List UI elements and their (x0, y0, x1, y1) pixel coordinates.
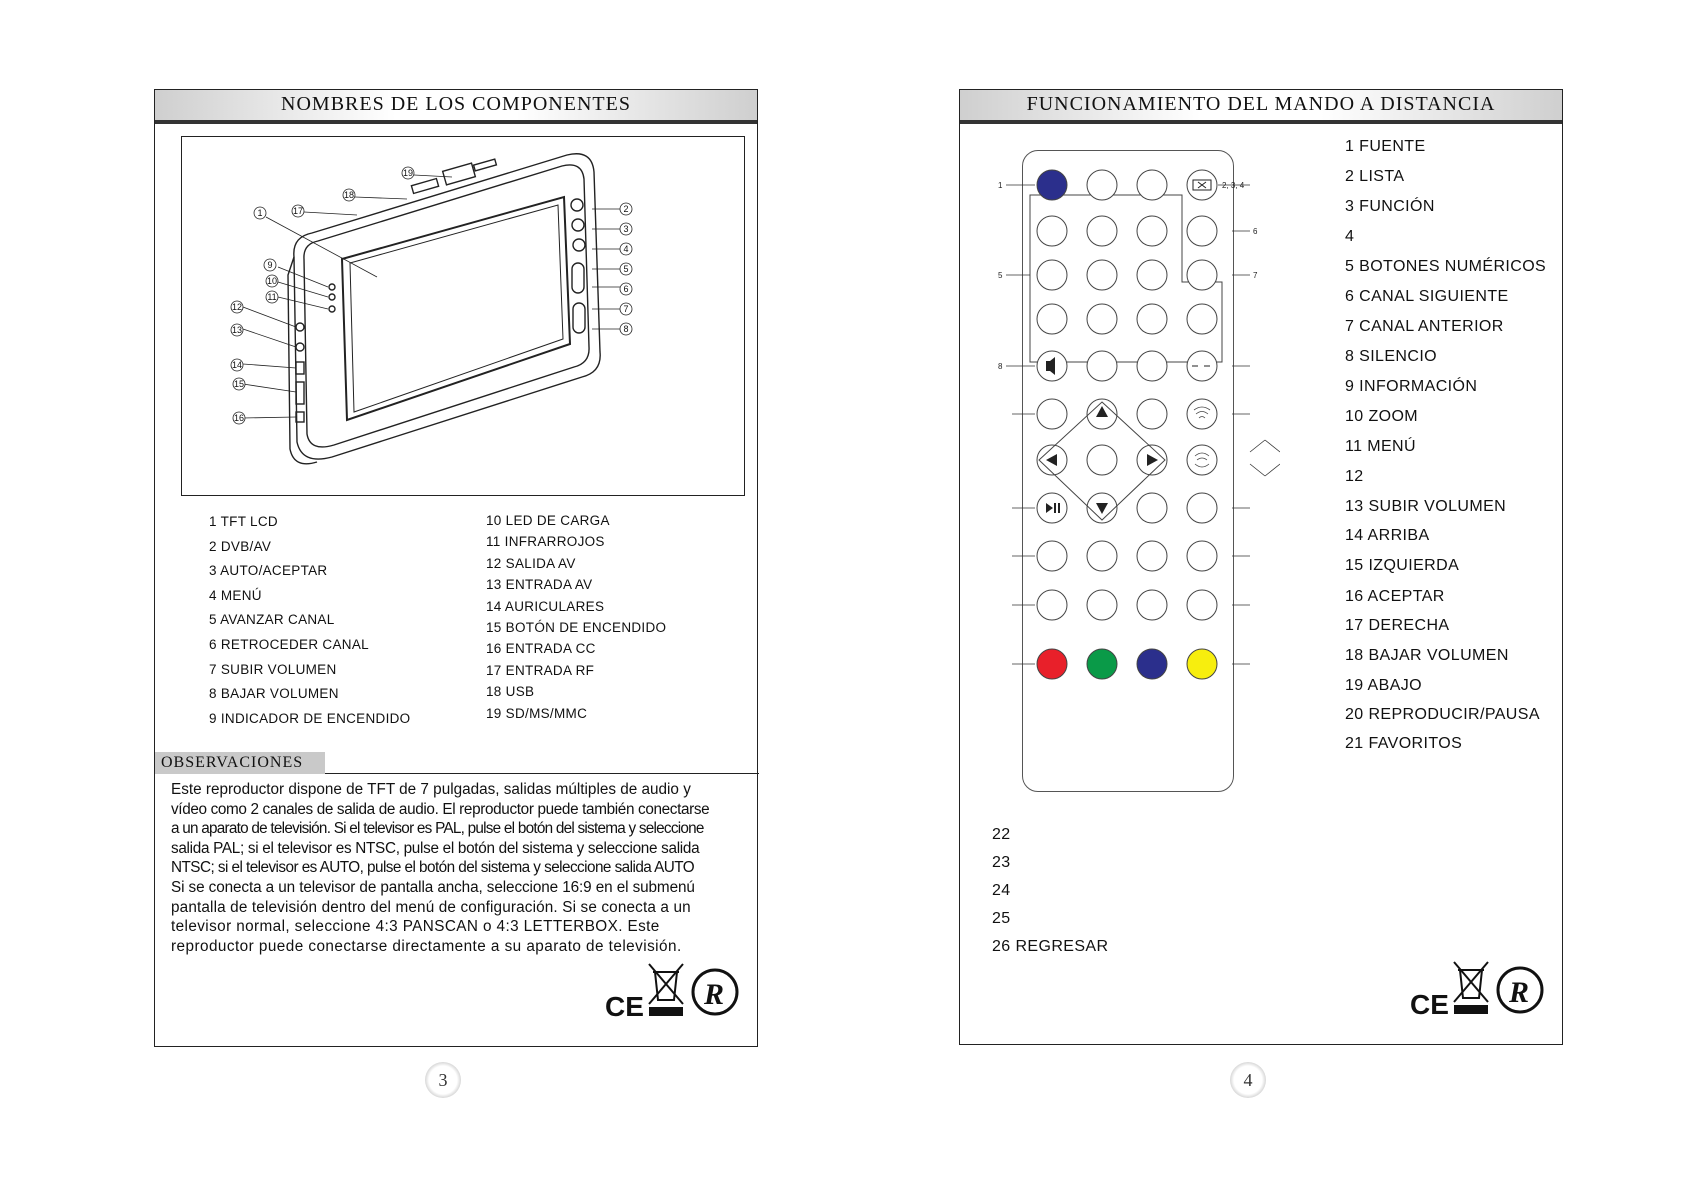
function-item: 13 SUBIR VOLUMEN (1345, 498, 1507, 515)
number-button[interactable] (1037, 260, 1067, 290)
function-item: 4 (1345, 228, 1355, 245)
page-right (959, 89, 1563, 1045)
callout-6: 6 (623, 284, 629, 294)
parts-list-col1 (209, 510, 410, 731)
function-item: 20 REPRODUCIR/PAUSA (1345, 706, 1540, 723)
audio-button[interactable] (1187, 445, 1217, 475)
function-item: 11 MENÚ (1345, 438, 1416, 455)
callout-3: 3 (623, 224, 629, 234)
callout-4: 4 (623, 244, 629, 254)
remote-callout-1: 1 (998, 181, 1003, 190)
number-button[interactable] (1087, 260, 1117, 290)
ce-mark: CE (605, 991, 644, 1022)
number-button[interactable] (1137, 216, 1167, 246)
rohs-icon (693, 970, 737, 1014)
obs-line: NTSC; si el televisor es AUTO, pulse el botón del sistema y seleccione salida AUTO (171, 859, 695, 877)
callout-10: 10 (266, 276, 278, 286)
part-item: 4 MENÚ (209, 587, 262, 603)
obs-line: reproductor puede conectarse directamente a su aparato de televisión. (171, 937, 682, 955)
callout-18: 18 (343, 190, 355, 200)
obs-line: Si se conecta a un televisor de pantalla ancha, seleccione 16:9 en el submenú (171, 878, 695, 896)
part-item: 11 INFRARROJOS (486, 534, 605, 550)
function-item: 6 CANAL SIGUIENTE (1345, 288, 1509, 305)
part-item: 15 BOTÓN DE ENCENDIDO (486, 620, 667, 636)
part-item: 5 AVANZAR CANAL (209, 612, 335, 628)
part-item: 8 BAJAR VOLUMEN (209, 686, 339, 702)
page-number-4: 4 (1230, 1062, 1266, 1098)
function-item: 25 (992, 910, 1011, 927)
number-button[interactable] (1137, 304, 1167, 334)
part-item: 18 USB (486, 684, 535, 700)
part-item: 13 ENTRADA AV (486, 577, 593, 593)
green-button[interactable] (1087, 649, 1117, 679)
obs-line: pantalla de televisión dentro del menú de configuración. Si se conecta a un (171, 898, 691, 916)
svg-text:R: R (1509, 976, 1530, 1009)
function-item: 2 LISTA (1345, 168, 1405, 185)
function-item: 12 (1345, 468, 1364, 485)
part-item: 12 SALIDA AV (486, 555, 576, 571)
number-button[interactable] (1137, 260, 1167, 290)
function-item: 3 FUNCIÓN (1345, 198, 1435, 215)
observations-rule (325, 773, 759, 774)
remote-button[interactable] (1087, 590, 1117, 620)
remote-title: FUNCIONAMIENTO DEL MANDO A DISTANCIA (1026, 93, 1496, 115)
callout-17: 17 (292, 206, 304, 216)
obs-line: vídeo como 2 canales de salida de audio. El reproductor puede también conectarse (171, 800, 710, 818)
remote-callout-2-3-4: 2, 3, 4 (1222, 181, 1245, 190)
part-item: 14 AURICULARES (486, 598, 605, 614)
source-button[interactable] (1037, 170, 1067, 200)
function-item: 24 (992, 882, 1011, 899)
rohs-icon (1498, 968, 1542, 1012)
favorites-button[interactable] (1137, 493, 1167, 523)
part-item: 16 ENTRADA CC (486, 641, 596, 657)
ok-button[interactable] (1087, 445, 1117, 475)
callout-9: 9 (267, 260, 273, 270)
function-item: 9 INFORMACIÓN (1345, 378, 1478, 395)
remote-button[interactable] (1187, 541, 1217, 571)
part-item: 6 RETROCEDER CANAL (209, 636, 369, 652)
callout-16: 16 (233, 413, 245, 423)
function-item: 7 CANAL ANTERIOR (1345, 318, 1504, 335)
page-left (154, 89, 758, 1047)
callout-8: 8 (623, 324, 629, 334)
parts-list-col2 (486, 510, 666, 724)
remote-button[interactable] (1037, 541, 1067, 571)
remote-callout-7: 7 (1253, 271, 1258, 280)
part-item: 2 DVB/AV (209, 538, 272, 554)
observations-title: OBSERVACIONES (155, 752, 325, 774)
observations-text (171, 780, 745, 956)
function-item: 22 (992, 826, 1011, 843)
list-button[interactable] (1087, 170, 1117, 200)
remote-callout-8: 8 (998, 362, 1003, 371)
info-button[interactable] (1037, 399, 1067, 429)
function-item: 21 FAVORITOS (1345, 735, 1463, 752)
yellow-button[interactable] (1187, 649, 1217, 679)
function-item: 10 ZOOM (1345, 408, 1419, 425)
callout-15: 15 (233, 379, 245, 389)
blue-button[interactable] (1137, 649, 1167, 679)
dash-button[interactable] (1187, 351, 1217, 381)
remote-button[interactable] (1087, 541, 1117, 571)
number-button[interactable] (1087, 304, 1117, 334)
device-figure (181, 136, 745, 496)
remote-diagram (960, 90, 1280, 810)
obs-line: televisor normal, seleccione 4:3 PANSCAN o 4:3 LETTERBOX. Este (171, 918, 660, 936)
number-button[interactable] (1087, 351, 1117, 381)
function-item: 23 (992, 854, 1011, 871)
function-item: 14 ARRIBA (1345, 527, 1430, 544)
number-button[interactable] (1137, 351, 1167, 381)
part-item: 1 TFT LCD (209, 514, 278, 529)
number-button[interactable] (1087, 216, 1117, 246)
callout-14: 14 (231, 360, 243, 370)
obs-line: a un aparato de televisión. Si el televisor es PAL, pulse el botón del sistema y seleccione (171, 820, 704, 838)
function-item: 19 ABAJO (1345, 677, 1423, 694)
part-item: 10 LED DE CARGA (486, 513, 610, 528)
svg-text:R: R (704, 978, 725, 1011)
callout-7: 7 (623, 304, 629, 314)
callout-12: 12 (231, 302, 243, 312)
callout-11: 11 (267, 292, 277, 302)
components-title: NOMBRES DE LOS COMPONENTES (281, 93, 631, 115)
callout-5: 5 (623, 264, 629, 274)
red-button[interactable] (1037, 649, 1067, 679)
part-item: 7 SUBIR VOLUMEN (209, 661, 337, 677)
components-header (155, 90, 757, 124)
weee-bin-icon (649, 964, 683, 1015)
number-button[interactable] (1187, 304, 1217, 334)
signal-button[interactable] (1187, 399, 1217, 429)
remote-button[interactable] (1187, 493, 1217, 523)
device-illustration (182, 137, 744, 495)
function-item: 16 ACEPTAR (1345, 588, 1445, 605)
zoom-button[interactable] (1137, 399, 1167, 429)
certification-logos (603, 958, 743, 1028)
channel-prev-button[interactable] (1187, 260, 1217, 290)
remote-callout-6: 6 (1253, 227, 1258, 236)
function-item: 8 SILENCIO (1345, 348, 1438, 365)
part-item: 3 AUTO/ACEPTAR (209, 563, 328, 579)
page-number-3: 3 (425, 1062, 461, 1098)
weee-bin-icon (1454, 962, 1488, 1013)
remote-button[interactable] (1137, 541, 1167, 571)
number-button[interactable] (1037, 216, 1067, 246)
remote-callout-5: 5 (998, 271, 1003, 280)
callout-13: 13 (231, 325, 243, 335)
part-item: 19 SD/MS/MMC (486, 705, 588, 721)
certification-logos (1408, 956, 1548, 1026)
function-item: 26 REGRESAR (992, 938, 1109, 955)
function-item: 15 IZQUIERDA (1345, 557, 1460, 574)
remote-functions-lower (992, 826, 1108, 966)
callout-2: 2 (623, 204, 629, 214)
number-button[interactable] (1037, 304, 1067, 334)
obs-line: Este reproductor dispone de TFT de 7 pulgadas, salidas múltiples de audio y (171, 781, 691, 798)
function-button[interactable] (1137, 170, 1167, 200)
function-item: 1 FUENTE (1345, 138, 1426, 155)
ce-mark: CE (1410, 989, 1449, 1020)
remote-button[interactable] (1037, 590, 1067, 620)
function-item: 5 BOTONES NUMÉRICOS (1345, 258, 1547, 275)
callout-1: 1 (257, 208, 263, 218)
function-item: 17 DERECHA (1345, 617, 1450, 634)
part-item: 9 INDICADOR DE ENCENDIDO (209, 710, 411, 726)
channel-next-button[interactable] (1187, 216, 1217, 246)
return-button[interactable] (1187, 590, 1217, 620)
function-item: 18 BAJAR VOLUMEN (1345, 647, 1509, 664)
remote-button[interactable] (1137, 590, 1167, 620)
callout-19: 19 (402, 168, 414, 178)
part-item: 17 ENTRADA RF (486, 662, 595, 678)
obs-line: salida PAL; si el televisor es NTSC, pulse el botón del sistema y seleccione salida (171, 839, 700, 857)
